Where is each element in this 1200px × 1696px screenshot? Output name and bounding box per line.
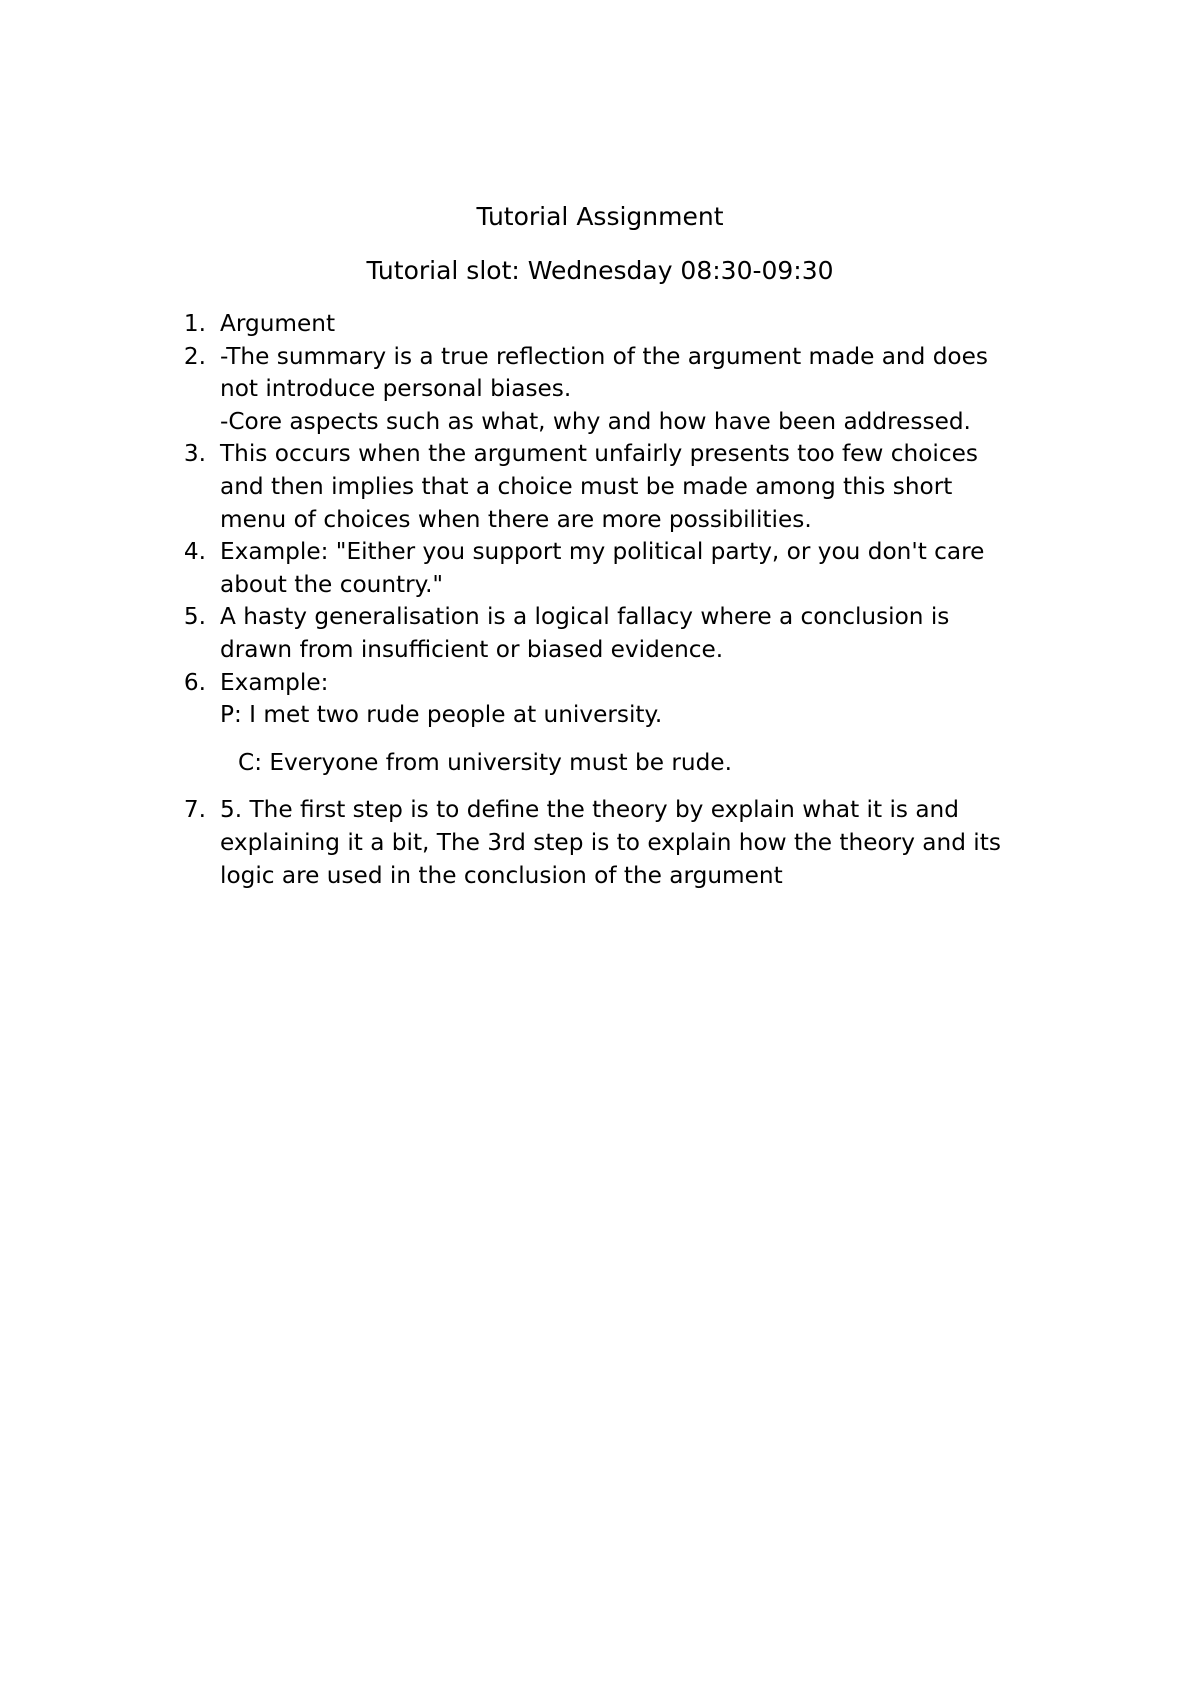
document-title: Tutorial Assignment [476,202,724,231]
item-text: Example: "Either you support my political party, or you don't care [220,538,985,566]
item-number: 5. [183,603,206,631]
item-text: Argument [220,310,336,337]
item-text: A hasty generalisation is a logical fallacy where a conclusion is [220,603,950,631]
item-text: drawn from insufficient or biased evidence. [220,635,724,663]
list-item [150,536,1050,601]
item-number: 1. [183,310,206,337]
item-number: 2. [183,342,206,370]
list-item [150,667,1050,780]
item-text: Example: [220,668,329,696]
item-text: -Core aspects such as what, why and how have been addressed. [220,407,971,435]
list-item [150,794,1050,892]
item-text: logic are used in the conclusion of the argument [220,861,783,889]
item-number: 6. [183,668,206,696]
item-text: This occurs when the argument unfairly presents too few choices [220,440,978,468]
answer-list [150,308,1050,892]
list-item [150,438,1050,536]
list-item [150,601,1050,666]
item-number: 7. [183,796,206,824]
conclusion-text: C: Everyone from university must be rude. [238,748,732,776]
item-text: about the country." [220,570,444,598]
list-item [150,341,1050,439]
item-text: menu of choices when there are more possibilities. [220,505,812,533]
tutorial-slot: Tutorial slot: Wednesday 08:30-09:30 [366,256,834,285]
list-item [150,308,1050,341]
item-text: and then implies that a choice must be made among this short [220,472,953,500]
item-text: not introduce personal biases. [220,375,572,403]
item-text: 5. The first step is to define the theory by explain what it is and [220,796,959,824]
item-text: -The summary is a true reflection of the argument made and does [220,342,988,370]
item-number: 3. [183,440,206,468]
item-text: explaining it a bit, The 3rd step is to explain how the theory and its [220,828,1001,856]
item-number: 4. [183,538,206,566]
premise-text: P: I met two rude people at university. [220,701,663,729]
